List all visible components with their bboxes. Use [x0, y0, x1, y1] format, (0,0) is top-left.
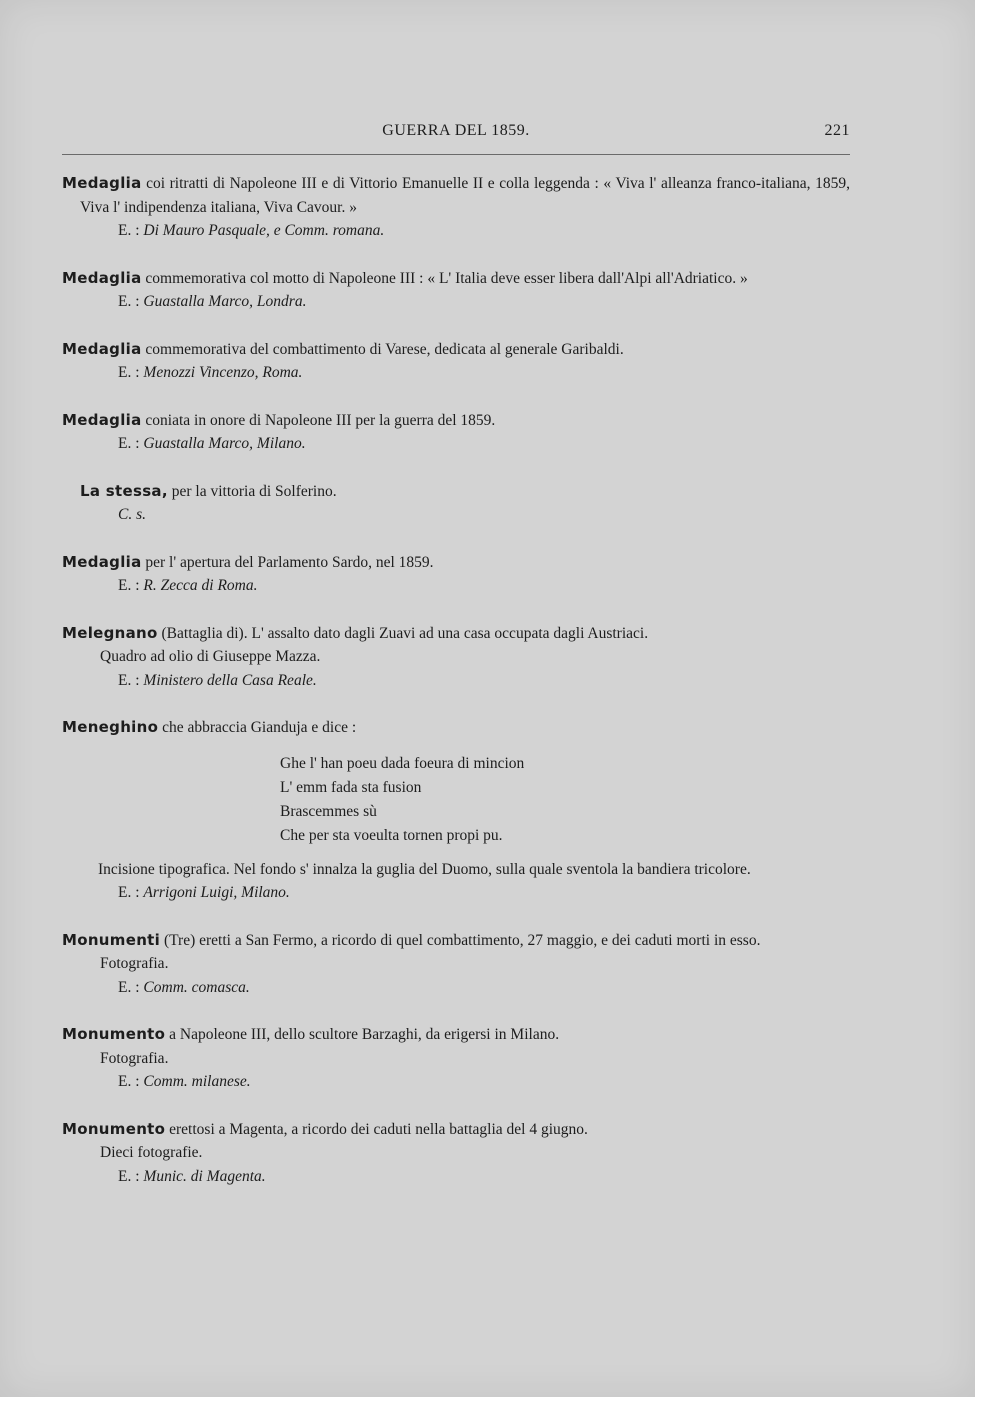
entry-text: coi ritratti di Napoleone III e di Vittorio Emanuelle II e colla leggenda : « Viva l' alleanza franco-italiana, 1859, Viva l' indipendenza italiana, Viva Cavour. »	[80, 175, 850, 216]
entry-exhibitor-line	[80, 503, 850, 527]
catalog-entry	[62, 551, 850, 598]
entry-description	[62, 716, 850, 740]
exhibitor-name: Di Mauro Pasquale, e Comm. romana.	[143, 222, 385, 239]
exhibitor-name: C. s.	[118, 506, 146, 523]
catalog-entry	[62, 929, 850, 1000]
entry-term: Melegnano	[62, 623, 158, 642]
entry-text: che abbraccia Gianduja e dice :	[158, 719, 357, 736]
exhibitor-name: Munic. di Magenta.	[143, 1167, 266, 1185]
catalog-entry	[62, 267, 850, 314]
verse-line: Brascemmes sù	[280, 802, 377, 820]
header-title: GUERRA DEL 1859.	[382, 122, 530, 139]
catalog-entry	[62, 409, 850, 456]
entry-extra: Fotografia.	[100, 955, 169, 972]
entry-extra: Quadro ad olio di Giuseppe Mazza.	[100, 648, 321, 665]
header-rule	[62, 154, 850, 155]
entry-exhibitor-line	[62, 1165, 850, 1189]
catalog-entry	[62, 480, 850, 527]
exhibitor-label: E. :	[118, 1167, 144, 1185]
entry-term: Monumenti	[62, 930, 161, 949]
entry-exhibitor-line	[62, 290, 850, 314]
entry-text: a Napoleone III, dello scultore Barzaghi, da erigersi in Milano.	[165, 1026, 560, 1043]
catalog-entry	[62, 172, 850, 243]
entry-exhibitor-line	[62, 361, 850, 385]
exhibitor-name: Guastalla Marco, Londra.	[143, 293, 307, 310]
verse-line: L' emm fada sta fusion	[280, 778, 422, 796]
entry-exhibitor-line	[62, 219, 850, 243]
entry-term: Monumento	[62, 1119, 166, 1138]
exhibitor-name: R. Zecca di Roma.	[143, 577, 258, 594]
exhibitor-name: Guastalla Marco, Milano.	[143, 435, 306, 452]
entry-exhibitor-line	[62, 881, 850, 905]
exhibitor-name: Ministero della Casa Reale.	[143, 671, 317, 689]
catalog-entry	[62, 1118, 850, 1189]
entry-text: (Battaglia di). L' assalto dato dagli Zuavi ad una casa occupata dagli Austriaci.	[157, 624, 649, 642]
catalog-entries	[62, 172, 850, 1212]
entry-term: Meneghino	[62, 718, 159, 736]
entry-description	[62, 338, 850, 362]
exhibitor-label: E. :	[118, 435, 144, 452]
entry-exhibitor-line	[62, 574, 850, 598]
entry-term: Medaglia	[62, 339, 142, 358]
entry-description	[62, 172, 850, 219]
entry-description	[62, 409, 850, 433]
verse-line: Che per sta voeulta tornen propi pu.	[280, 826, 503, 844]
entry-term: Medaglia	[62, 410, 142, 429]
entry-extra: Fotografia.	[100, 1049, 169, 1067]
entry-description	[62, 1023, 850, 1047]
entry-term: Medaglia	[62, 174, 142, 192]
page-number: 221	[824, 122, 850, 139]
entry-description	[62, 551, 850, 575]
entry-description	[80, 480, 850, 504]
entry-after-text: Incisione tipografica. Nel fondo s' innalza la guglia del Duomo, sulla quale sventola la bandiera tricolore.	[98, 860, 751, 878]
entry-text: erettosi a Magenta, a ricordo dei caduti nella battaglia del 4 giugno.	[165, 1120, 588, 1138]
exhibitor-name: Comm. comasca.	[143, 978, 250, 996]
exhibitor-name: Menozzi Vincenzo, Roma.	[143, 364, 303, 381]
entry-exhibitor-line	[62, 669, 850, 693]
exhibitor-label: E. :	[118, 1073, 144, 1090]
running-header	[62, 118, 850, 144]
entry-text: per la vittoria di Solferino.	[167, 482, 337, 500]
exhibitor-label: E. :	[118, 884, 144, 901]
exhibitor-name: Comm. milanese.	[143, 1073, 251, 1090]
catalog-entry	[62, 1023, 850, 1094]
entry-exhibitor-line	[62, 432, 850, 456]
entry-text: commemorativa col motto di Napoleone III : « L' Italia deve esser libera dall'Alpi all'Adriatico. »	[141, 269, 748, 287]
entry-term: Monumento	[62, 1025, 166, 1043]
catalog-entry	[62, 716, 850, 905]
entry-text: per l' apertura del Parlamento Sardo, nel 1859.	[141, 553, 434, 571]
exhibitor-label: E. :	[118, 671, 144, 689]
verse-line: Ghe l' han poeu dada foeura di mincion	[280, 754, 525, 772]
entry-text: (Tre) eretti a San Fermo, a ricordo di quel combattimento, 27 maggio, e dei caduti morti in esso.	[160, 931, 761, 949]
exhibitor-label: E. :	[118, 222, 144, 239]
entry-text: coniata in onore di Napoleone III per la guerra del 1859.	[141, 411, 496, 429]
entry-exhibitor-line	[62, 1070, 850, 1094]
entry-text: commemorativa del combattimento di Varese, dedicata al generale Garibaldi.	[141, 340, 624, 358]
exhibitor-label: E. :	[118, 577, 144, 594]
exhibitor-label: E. :	[118, 978, 144, 996]
entry-description	[62, 622, 850, 646]
entry-term: Medaglia	[62, 552, 142, 571]
exhibitor-label: E. :	[118, 293, 144, 310]
entry-term: La stessa,	[80, 481, 168, 500]
entry-term: Medaglia	[62, 268, 142, 287]
catalog-entry	[62, 338, 850, 385]
exhibitor-name: Arrigoni Luigi, Milano.	[143, 884, 290, 901]
entry-exhibitor-line	[62, 976, 850, 1000]
entry-description	[62, 267, 850, 291]
entry-description	[62, 929, 850, 953]
catalog-entry	[62, 622, 850, 693]
entry-description	[62, 1118, 850, 1142]
entry-extra: Dieci fotografie.	[100, 1144, 203, 1161]
verse-block	[62, 752, 850, 848]
exhibitor-label: E. :	[118, 364, 144, 381]
